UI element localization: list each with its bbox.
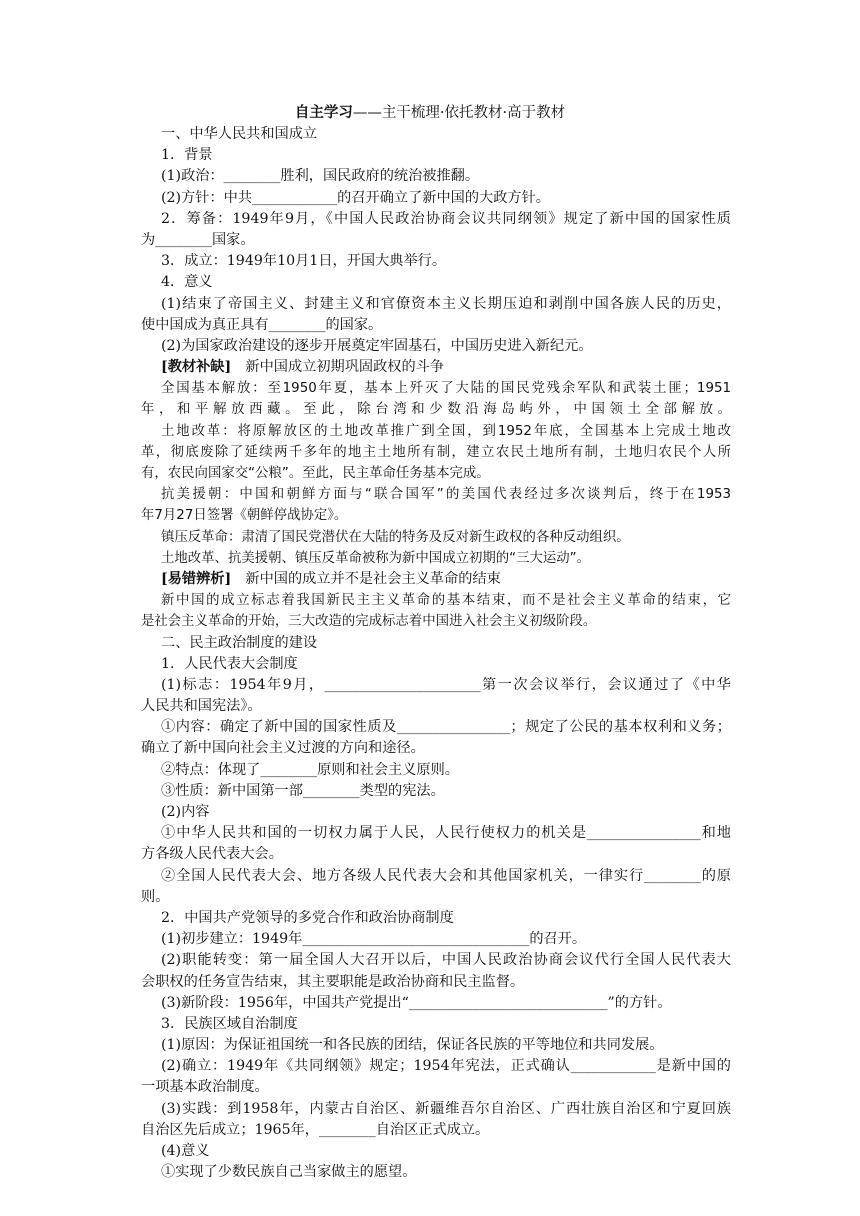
- text-line: 1．背景: [161, 147, 213, 164]
- text-line: 一项基本政治制度。: [141, 1079, 269, 1096]
- text-line: (1)标志：1954年9月，______________________第一次会议举行，会议通过了《中华: [161, 676, 731, 693]
- text-line: 人民共和国宪法》。: [141, 698, 262, 715]
- text-line: ①内容：确定了新中国的国家性质及________________；规定了公民的基本权利和义务；: [161, 719, 731, 736]
- text-line: 土地改革、抗美援朝、镇压反革命被称为新中国成立初期的“三大运动”。: [161, 550, 590, 566]
- text-line: 1．人民代表大会制度: [161, 655, 298, 672]
- text-line: 年，和平解放西藏。至此，除台湾和少数沿海岛屿外，中国领土全部解放。: [141, 402, 731, 418]
- text-line: (1)初步建立：1949年________________________________的召开。: [161, 931, 587, 948]
- text-line: 方各级人民代表大会。: [141, 846, 283, 863]
- text-line: ①中华人民共和国的一切权力属于人民，人民行使权力的机关是________________和地: [161, 825, 731, 842]
- text-line: ②特点：体现了________原则和社会主义原则。: [161, 761, 459, 778]
- text-line: 3．民族区域自治制度: [161, 1015, 298, 1032]
- text-line: (3)新阶段：1956年，中国共产党提出“____________________________”的方针。: [161, 994, 672, 1011]
- text-line: 有，农民向国家交“公粮”。至此，民主革命任务基本完成。: [141, 466, 490, 481]
- text-line: 2．中国共产党领导的多党合作和政治协商制度: [161, 909, 454, 926]
- text-line: (2)职能转变：第一届全国人大召开以后，中国人民政治协商会议代行全国人民代表大: [161, 952, 731, 969]
- text-line: 镇压反革命：肃清了国民党潜伏在大陆的特务及反对新生政权的各种反动组织。: [161, 529, 630, 545]
- text-line: 4．意义: [161, 274, 213, 291]
- text-line: ①实现了少数民族自己当家做主的愿望。: [161, 1164, 417, 1181]
- text-line: 则。: [141, 888, 170, 905]
- tag-text: 新中国的成立并不是社会主义革命的结束: [231, 570, 501, 587]
- text-line: (2)为国家政治建设的逐步开展奠定牢固基石，中国历史进入新纪元。: [161, 337, 593, 354]
- text-line: (1)结束了帝国主义、封建主义和官僚资本主义长期压迫和剥削中国各族人民的历史，: [161, 295, 731, 312]
- text-line: ②全国人民代表大会、地方各级人民代表大会和其他国家机关，一律实行________的原: [161, 867, 731, 884]
- text-line: 为________国家。: [141, 231, 255, 248]
- section-tag: [教材补缺]: [161, 359, 232, 376]
- text-line: 二、民主政治制度的建设: [161, 634, 318, 651]
- text-line: (4)意义: [161, 1143, 210, 1159]
- text-line: 土地改革：将原解放区的土地改革推广到全国，到1952年底，全国基本上完成土地改: [161, 423, 731, 439]
- text-line: (2)方针：中共____________的召开确立了新中国的大政方针。: [161, 189, 550, 206]
- text-line: 全国基本解放：至1950年夏，基本上歼灭了大陆的国民党残余军队和武装土匪；1951: [161, 381, 731, 397]
- text-line: 使中国成为真正具有________的国家。: [141, 316, 383, 333]
- text-line: [141, 569, 731, 590]
- section-tag: [易错辨析]: [161, 570, 232, 587]
- text-line: (1)原因：为保证祖国统一和各民族的团结，保证各民族的平等地位和共同发展。: [161, 1037, 664, 1054]
- text-line: (3)实践：到1958年，内蒙古自治区、新疆维吾尔自治区、广西壮族自治区和宁夏回族: [161, 1100, 731, 1117]
- text-line: 2．筹备：1949年9月，《中国人民政治协商会议共同纲领》规定了新中国的国家性质: [161, 210, 731, 227]
- tag-text: 新中国成立初期巩固政权的斗争: [231, 359, 445, 376]
- text-line: 是社会主义革命的开始，三大改造的完成标志着中国进入社会主义初级阶段。: [141, 614, 597, 630]
- text-line: 会职权的任务宣告结束，其主要职能是政治协商和民主监督。: [141, 973, 525, 990]
- text-line: 3．成立：1949年10月1日，开国大典举行。: [161, 253, 447, 270]
- text-line: (2)内容: [161, 804, 210, 820]
- text-line: (2)确立：1949年《共同纲领》规定；1954年宪法，正式确认____________是新中国的: [161, 1058, 731, 1075]
- text-line: 自治区先后成立；1965年，________自治区正式成立。: [141, 1121, 490, 1138]
- page-title: [0, 103, 860, 123]
- text-line: 抗美援朝：中国和朝鲜方面与“联合国军”的美国代表经过多次谈判后，终于在1953: [161, 487, 731, 503]
- text-line: (1)政治：________胜利，国民政府的统治被推翻。: [161, 168, 480, 185]
- title-bold: 自主学习: [294, 104, 353, 121]
- text-line: 年7月27日签署《朝鲜停战协定》。: [141, 508, 348, 524]
- document-body: [141, 124, 731, 1183]
- text-line: [141, 357, 731, 378]
- text-line: 新中国的成立标志着我国新民主主义革命的基本结束，而不是社会主义革命的结束，它: [161, 593, 731, 609]
- text-line: 一、中华人民共和国成立: [161, 126, 318, 142]
- text-line: ③性质：新中国第一部________类型的宪法。: [161, 782, 445, 799]
- title-rest: ——主干梳理·依托教材·高于教材: [352, 105, 566, 121]
- text-line: 革，彻底废除了延续两千多年的地主土地所有制，建立农民土地所有制，土地归农民个人所: [141, 444, 731, 460]
- text-line: 确立了新中国向社会主义过渡的方向和途径。: [141, 740, 425, 757]
